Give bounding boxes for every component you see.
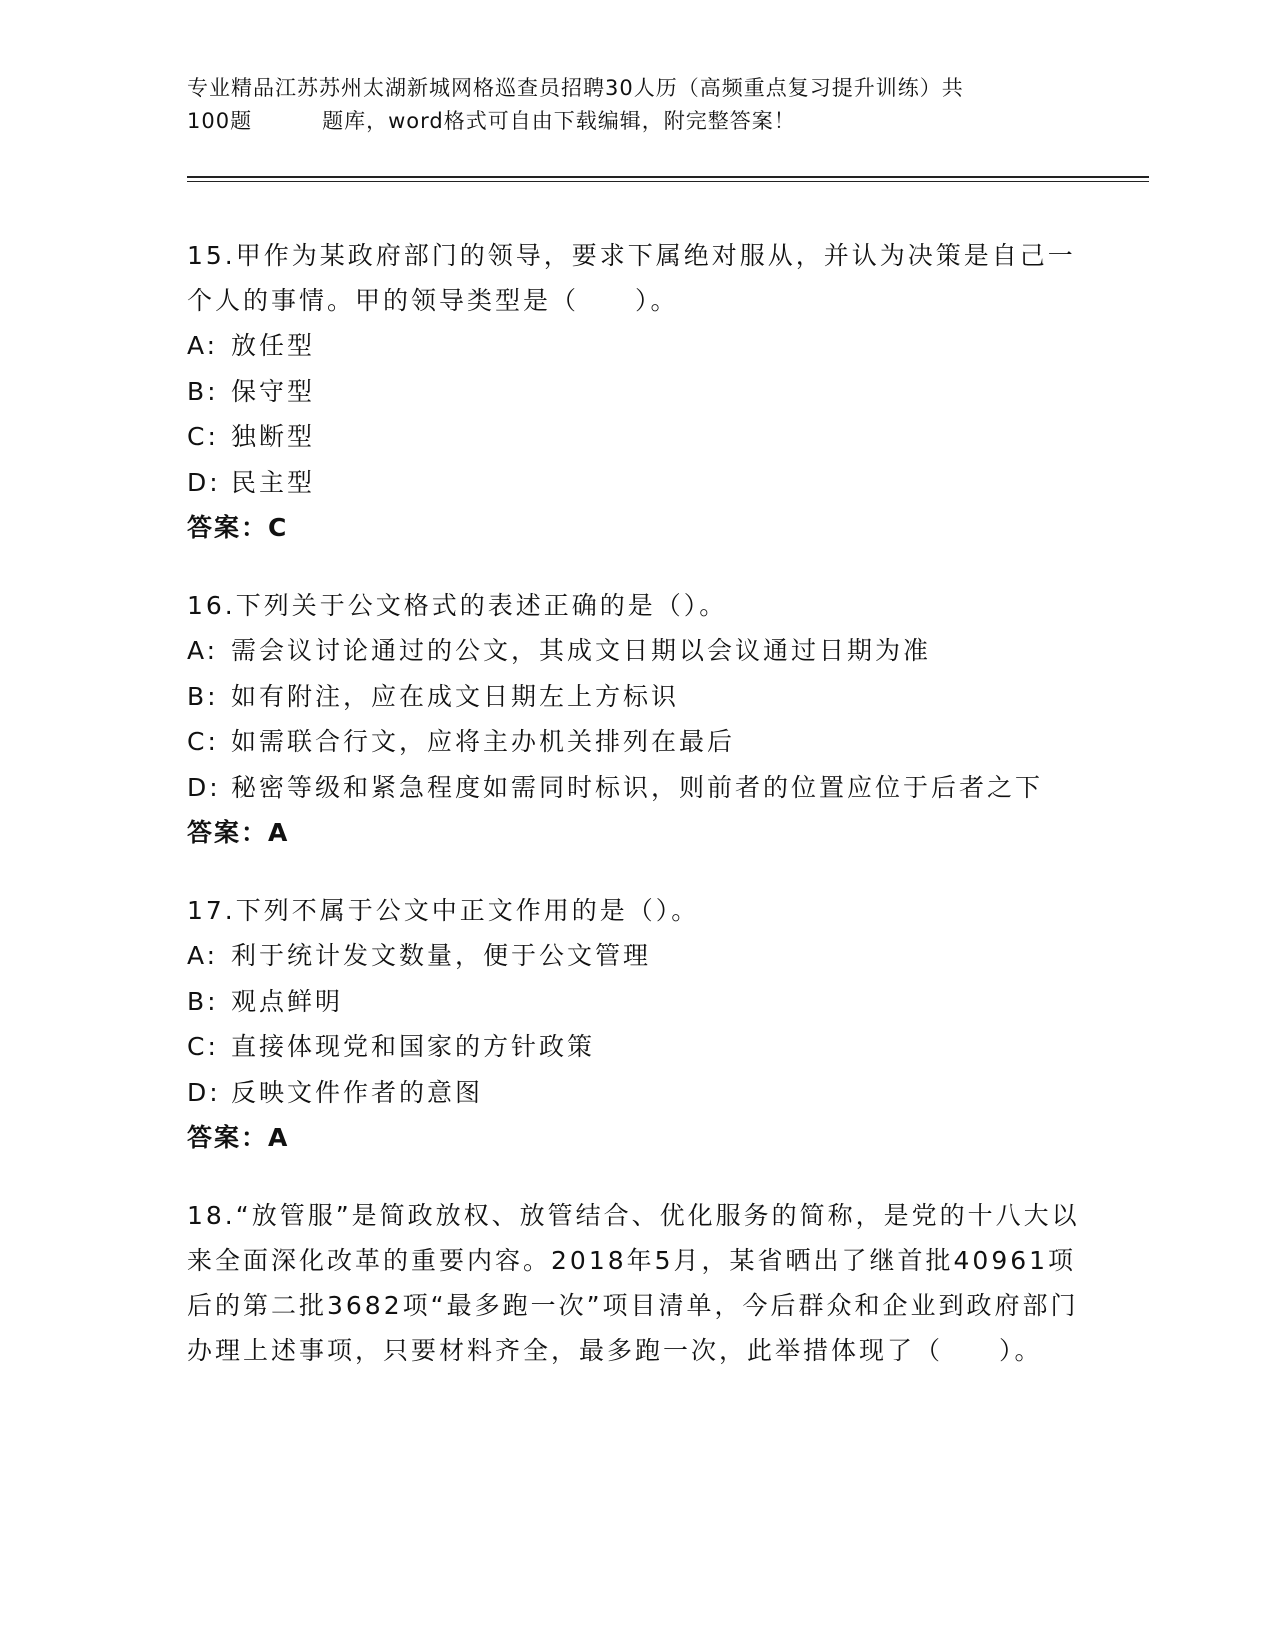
header-rule-thick xyxy=(187,176,1149,178)
document-header xyxy=(187,72,1087,138)
option-key: A: xyxy=(187,331,219,360)
option-text: 观点鲜明 xyxy=(231,986,344,1016)
option-text: 反映文件作者的意图 xyxy=(231,1077,484,1107)
question-16 xyxy=(187,583,1087,855)
question-stem: 15.甲作为某政府部门的领导，要求下属绝对服从，并认为决策是自己一个人的事情。甲的领导类型是（ ）。 xyxy=(187,241,1076,315)
option-b xyxy=(187,674,1087,720)
question-stem: 17.下列不属于公文中正文作用的是（）。 xyxy=(187,896,700,925)
option-text: 利于统计发文数量，便于公文管理 xyxy=(231,941,652,970)
option-d xyxy=(187,1070,1087,1116)
question-18 xyxy=(187,1193,1087,1373)
option-key: B: xyxy=(187,986,219,1016)
option-text: 如有附注，应在成文日期左上方标识 xyxy=(231,681,680,711)
option-b xyxy=(187,979,1087,1025)
option-key: D: xyxy=(187,772,221,802)
option-key: B: xyxy=(187,681,219,711)
option-key: C: xyxy=(187,422,219,451)
option-c xyxy=(187,719,1087,765)
option-text: 民主型 xyxy=(231,467,316,497)
question-17 xyxy=(187,888,1087,1160)
option-text: 保守型 xyxy=(231,376,316,406)
option-a xyxy=(187,323,1087,369)
option-text: 放任型 xyxy=(231,331,316,360)
option-text: 独断型 xyxy=(231,422,316,451)
header-rule-thin xyxy=(187,181,1149,182)
option-c xyxy=(187,1024,1087,1070)
option-text: 需会议讨论通过的公文，其成文日期以会议通过日期为准 xyxy=(231,636,932,665)
header-count: 100题 xyxy=(187,109,253,133)
option-text: 秘密等级和紧急程度如需同时标识，则前者的位置应位于后者之下 xyxy=(231,772,1044,802)
header-title-line2 xyxy=(187,105,1087,138)
option-key: D: xyxy=(187,467,221,497)
option-d xyxy=(187,460,1087,506)
question-15 xyxy=(187,233,1087,550)
answer: 答案：C xyxy=(187,513,289,542)
option-b xyxy=(187,369,1087,415)
option-key: C: xyxy=(187,1032,219,1061)
answer: 答案：A xyxy=(187,1123,290,1152)
option-key: D: xyxy=(187,1077,221,1107)
answer: 答案：A xyxy=(187,818,290,847)
option-key: A: xyxy=(187,636,219,665)
option-a xyxy=(187,628,1087,674)
option-text: 直接体现党和国家的方针政策 xyxy=(231,1032,596,1061)
option-c xyxy=(187,414,1087,460)
option-d xyxy=(187,765,1087,811)
option-text: 如需联合行文，应将主办机关排列在最后 xyxy=(231,727,736,756)
option-key: C: xyxy=(187,727,219,756)
header-title-line1: 专业精品江苏苏州太湖新城网格巡查员招聘30人历（高频重点复习提升训练）共 xyxy=(187,76,964,100)
option-key: B: xyxy=(187,376,219,406)
option-a xyxy=(187,933,1087,979)
header-subtitle: 题库，word格式可自由下载编辑，附完整答案！ xyxy=(322,109,796,133)
option-key: A: xyxy=(187,941,219,970)
question-stem: 16.下列关于公文格式的表述正确的是（）。 xyxy=(187,591,728,620)
question-stem: 18.“放管服”是简政放权、放管结合、优化服务的简称，是党的十八大以来全面深化改革的重要内容。2018年5月，某省晒出了继首批40961项后的第二批3682项“最多跑一次”项目清单，今后群众和企业到政府部门办理上述事项，只要材料齐全，最多跑一次，此举措体现了（ ）。 xyxy=(187,1201,1080,1365)
